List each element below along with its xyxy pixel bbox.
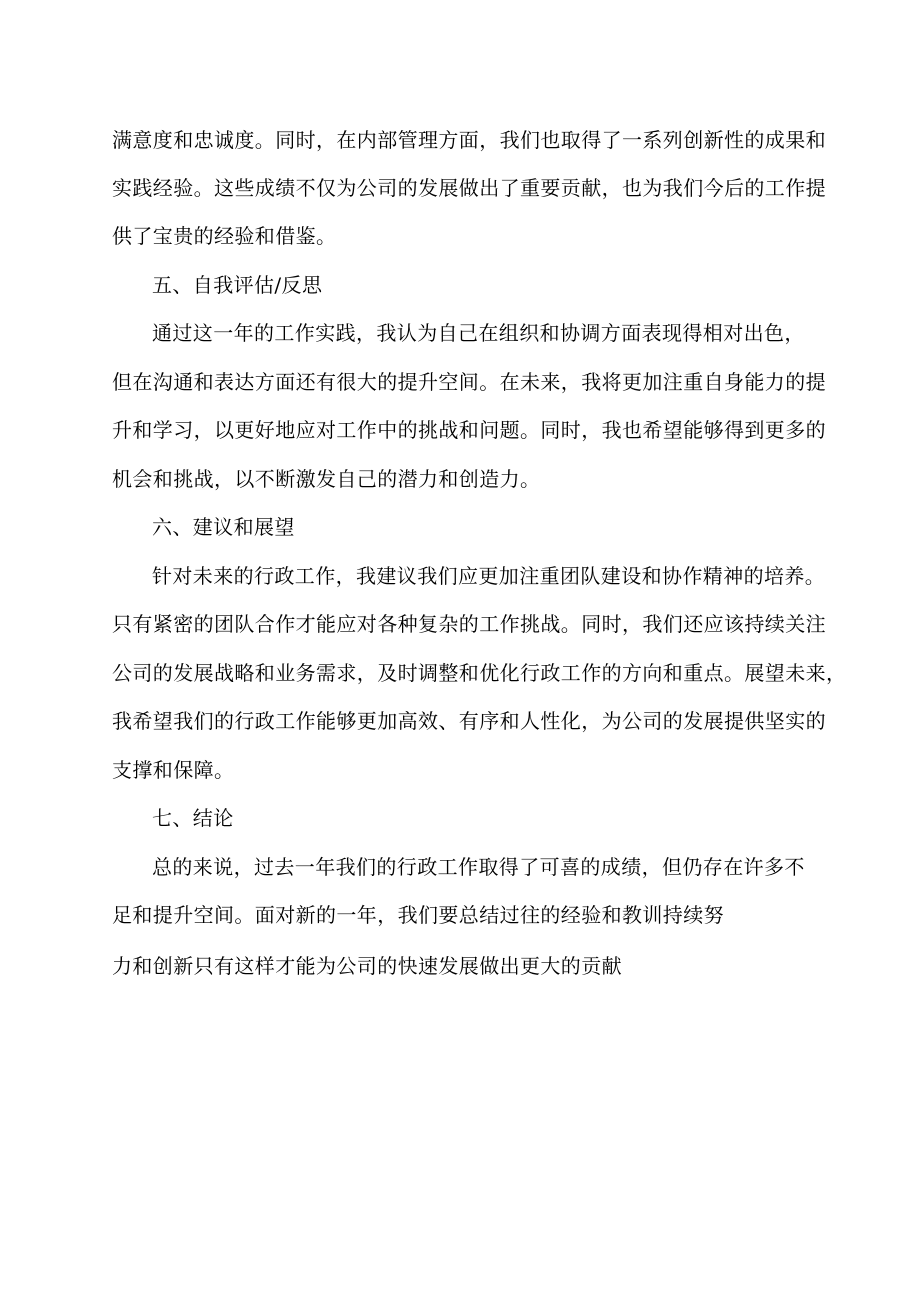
section-heading: 五、自我评估/反思 (152, 273, 323, 297)
body-text-line: 实践经验。这些成绩不仅为公司的发展做出了重要贡献，也为我们今后的工作提 (112, 176, 826, 200)
body-text-line: 供了宝贵的经验和借鉴。 (112, 224, 337, 248)
body-text-line: 我希望我们的行政工作能够更加高效、有序和人性化，为公司的发展提供坚实的 (112, 709, 826, 733)
body-text-line: 公司的发展战略和业务需求，及时调整和优化行政工作的方向和重点。展望未来， (112, 661, 847, 685)
body-text-line: 升和学习，以更好地应对工作中的挑战和问题。同时，我也希望能够得到更多的 (112, 418, 826, 442)
body-text-line: 力和创新只有这样才能为公司的快速发展做出更大的贡献 (112, 954, 622, 978)
body-text-line: 满意度和忠诚度。同时，在内部管理方面，我们也取得了一系列创新性的成果和 (112, 128, 826, 152)
body-text-line: 机会和挑战，以不断激发自己的潜力和创造力。 (112, 467, 541, 491)
body-text-line: 只有紧密的团队合作才能应对各种复杂的工作挑战。同时，我们还应该持续关注 (112, 612, 826, 636)
body-text-line: 足和提升空间。面对新的一年，我们要总结过往的经验和教训持续努 (112, 903, 724, 927)
body-text-line: 支撑和保障。 (112, 758, 235, 782)
body-text-line: 针对未来的行政工作，我建议我们应更加注重团队建设和协作精神的培养。 (152, 564, 826, 588)
body-text-line: 总的来说，过去一年我们的行政工作取得了可喜的成绩，但仍存在许多不 (152, 855, 805, 879)
section-heading: 六、建议和展望 (152, 515, 295, 539)
body-text-line: 通过这一年的工作实践，我认为自己在组织和协调方面表现得相对出色， (152, 321, 805, 345)
body-text-line: 但在沟通和表达方面还有很大的提升空间。在未来，我将更加注重自身能力的提 (112, 370, 826, 394)
section-heading: 七、结论 (152, 806, 234, 830)
